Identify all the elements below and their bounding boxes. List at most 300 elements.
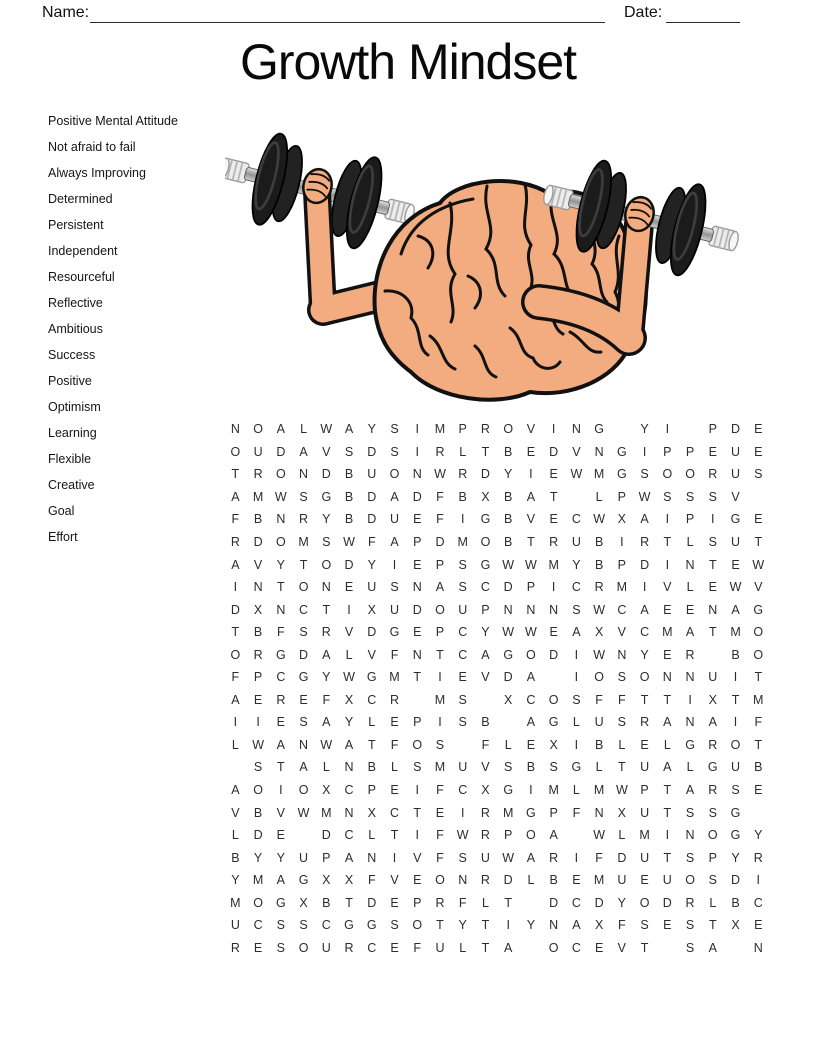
- grid-cell: D: [367, 895, 377, 910]
- grid-cell: U: [731, 760, 741, 775]
- grid-cell: S: [685, 918, 695, 933]
- grid-cell: A: [640, 602, 649, 617]
- grid-cell: U: [571, 535, 581, 549]
- grid-cell: M: [730, 625, 741, 640]
- grid-cell: G: [685, 737, 695, 752]
- word-list-item: Learning: [48, 426, 97, 440]
- grid-cell: P: [435, 557, 445, 572]
- grid-cell: I: [733, 715, 738, 730]
- grid-cell: T: [504, 895, 512, 910]
- grid-cell: N: [594, 805, 604, 820]
- grid-cell: M: [252, 489, 264, 504]
- grid-cell: E: [253, 692, 263, 707]
- grid-cell: B: [594, 737, 604, 752]
- grid-cell: I: [233, 580, 238, 595]
- grid-cell: L: [231, 828, 239, 843]
- grid-cell: B: [367, 760, 376, 775]
- grid-cell: S: [458, 850, 467, 865]
- grid-cell: E: [549, 467, 558, 482]
- grid-cell: S: [572, 602, 581, 617]
- grid-cell: U: [662, 873, 672, 888]
- grid-cell: A: [640, 512, 649, 527]
- grid-cell: S: [390, 918, 399, 933]
- grid-cell: R: [640, 715, 650, 730]
- grid-cell: S: [708, 489, 717, 504]
- date-label: Date:: [624, 4, 663, 21]
- grid-cell: I: [460, 512, 465, 527]
- grid-cell: W: [615, 783, 628, 798]
- grid-cell: P: [413, 895, 422, 910]
- grid-cell: I: [620, 535, 624, 549]
- grid-cell: N: [276, 602, 286, 617]
- grid-cell: Y: [322, 512, 331, 527]
- grid-cell: S: [299, 715, 308, 730]
- grid-cell: B: [481, 715, 490, 730]
- word-list-item: Ambitious: [48, 322, 103, 336]
- grid-cell: U: [458, 760, 468, 775]
- grid-cell: Y: [754, 828, 763, 843]
- grid-cell: O: [412, 737, 423, 752]
- grid-cell: L: [572, 715, 580, 730]
- grid-cell: C: [571, 512, 581, 527]
- grid-cell: O: [389, 467, 400, 482]
- grid-cell: U: [731, 535, 741, 549]
- word-list-item: Positive Mental Attitude: [48, 114, 178, 128]
- grid-cell: E: [390, 895, 399, 910]
- grid-cell: T: [231, 467, 240, 482]
- word-list-item: Success: [48, 348, 96, 362]
- word-list-item: Optimism: [48, 400, 101, 414]
- grid-cell: E: [754, 422, 763, 437]
- grid-cell: X: [708, 692, 717, 707]
- grid-cell: X: [594, 918, 604, 933]
- grid-cell: Y: [253, 850, 263, 865]
- grid-cell: T: [708, 918, 717, 933]
- grid-cell: E: [640, 873, 649, 888]
- grid-cell: A: [276, 737, 285, 752]
- grid-cell: U: [435, 940, 445, 955]
- grid-cell: X: [367, 805, 376, 820]
- grid-cell: C: [389, 805, 400, 820]
- grid-cell: S: [458, 580, 467, 595]
- grid-cell: W: [320, 422, 333, 437]
- grid-cell: V: [322, 444, 331, 459]
- grid-cell: V: [731, 489, 740, 504]
- grid-cell: M: [616, 580, 628, 595]
- word-list-item: Effort: [48, 530, 78, 544]
- grid-cell: W: [502, 850, 515, 865]
- grid-cell: G: [321, 489, 332, 504]
- grid-cell: B: [253, 625, 263, 640]
- grid-cell: U: [594, 715, 604, 730]
- grid-cell: N: [594, 444, 604, 459]
- grid-cell: E: [731, 557, 740, 572]
- grid-cell: F: [231, 670, 240, 685]
- grid-cell: M: [502, 805, 514, 820]
- grid-row: [224, 824, 770, 847]
- grid-cell: M: [639, 828, 650, 843]
- grid-cell: X: [731, 918, 740, 933]
- grid-cell: A: [572, 625, 581, 640]
- grid-cell: U: [367, 580, 377, 595]
- grid-cell: W: [252, 737, 264, 752]
- grid-cell: G: [594, 422, 604, 437]
- grid-cell: T: [663, 805, 672, 820]
- grid-row: [224, 891, 770, 914]
- grid-cell: G: [503, 647, 514, 662]
- grid-cell: S: [640, 918, 649, 933]
- grid-cell: R: [253, 467, 263, 482]
- grid-cell: L: [663, 737, 671, 752]
- grid-cell: D: [276, 444, 286, 459]
- grid-cell: S: [299, 489, 308, 504]
- grid-cell: P: [458, 422, 467, 437]
- grid-cell: M: [252, 873, 264, 888]
- grid-cell: R: [230, 940, 240, 955]
- grid-cell: F: [481, 737, 490, 752]
- grid-cell: D: [662, 895, 672, 910]
- grid-cell: G: [275, 895, 286, 910]
- grid-cell: O: [253, 422, 263, 437]
- grid-cell: W: [570, 467, 583, 482]
- grid-cell: A: [526, 850, 536, 865]
- grid-cell: E: [663, 918, 672, 933]
- grid-cell: T: [708, 557, 717, 572]
- grid-cell: O: [548, 940, 559, 955]
- grid-cell: A: [526, 670, 536, 685]
- date-fill-in-line[interactable]: [666, 2, 740, 23]
- grid-cell: U: [731, 444, 741, 459]
- grid-cell: E: [276, 715, 285, 730]
- grid-cell: T: [367, 737, 376, 752]
- grid-cell: X: [504, 692, 513, 707]
- grid-cell: R: [435, 895, 445, 910]
- grid-row: [224, 756, 770, 779]
- grid-cell: D: [367, 625, 377, 640]
- grid-cell: O: [275, 535, 286, 549]
- grid-cell: I: [574, 850, 579, 865]
- grid-cell: F: [436, 828, 444, 843]
- word-list: [48, 108, 228, 550]
- grid-cell: P: [413, 535, 422, 549]
- grid-cell: Y: [367, 422, 376, 437]
- grid-cell: R: [480, 873, 490, 888]
- grid-cell: B: [504, 535, 513, 549]
- grid-cell: V: [390, 873, 399, 888]
- grid-cell: I: [688, 692, 692, 707]
- grid-cell: C: [253, 918, 263, 933]
- grid-cell: L: [231, 737, 239, 752]
- grid-cell: B: [253, 512, 263, 527]
- grid-cell: O: [707, 828, 718, 843]
- grid-cell: S: [299, 625, 308, 640]
- grid-cell: M: [593, 873, 605, 888]
- grid-cell: T: [731, 692, 740, 707]
- grid-cell: U: [731, 467, 741, 482]
- grid-cell: A: [276, 422, 285, 437]
- grid-cell: T: [663, 850, 672, 865]
- grid-cell: G: [480, 557, 491, 572]
- grid-cell: P: [504, 828, 513, 843]
- grid-cell: C: [571, 895, 581, 910]
- grid-cell: B: [344, 512, 354, 527]
- grid-cell: S: [572, 692, 581, 707]
- word-list-item: Determined: [48, 192, 113, 206]
- grid-cell: A: [276, 873, 285, 888]
- grid-cell: X: [299, 895, 308, 910]
- grid-cell: G: [548, 715, 559, 730]
- grid-cell: T: [640, 692, 649, 707]
- grid-cell: L: [300, 422, 308, 437]
- grid-cell: V: [481, 760, 490, 775]
- grid-cell: S: [708, 873, 717, 888]
- grid-cell: N: [685, 670, 695, 685]
- grid-cell: Y: [640, 647, 649, 662]
- grid-cell: P: [253, 670, 263, 685]
- grid-cell: E: [526, 737, 536, 752]
- grid-cell: X: [253, 602, 263, 617]
- grid-cell: I: [733, 670, 738, 685]
- word-list-item: Creative: [48, 478, 95, 492]
- grid-cell: I: [256, 715, 260, 730]
- grid-cell: I: [642, 444, 647, 459]
- grid-cell: A: [526, 715, 536, 730]
- grid-row: [224, 666, 770, 689]
- grid-cell: N: [253, 580, 263, 595]
- grid-cell: P: [435, 625, 445, 640]
- grid-cell: U: [367, 467, 377, 482]
- grid-cell: V: [231, 805, 240, 820]
- grid-cell: D: [549, 895, 559, 910]
- grid-cell: P: [685, 444, 695, 459]
- grid-cell: E: [458, 670, 467, 685]
- grid-cell: E: [276, 828, 285, 843]
- grid-cell: E: [390, 715, 399, 730]
- grid-cell: G: [730, 828, 741, 843]
- grid-cell: F: [322, 692, 331, 707]
- grid-cell: L: [595, 760, 603, 775]
- grid-row: [224, 621, 770, 644]
- grid-cell: R: [344, 940, 354, 955]
- grid-cell: V: [367, 647, 376, 662]
- grid-cell: G: [480, 512, 491, 527]
- grid-cell: G: [366, 918, 377, 933]
- grid-cell: L: [572, 783, 580, 798]
- grid-cell: N: [367, 850, 377, 865]
- grid-row: [224, 801, 770, 824]
- grid-cell: B: [594, 557, 604, 572]
- grid-cell: S: [708, 535, 717, 549]
- grid-cell: G: [730, 805, 741, 820]
- grid-cell: I: [529, 783, 533, 798]
- grid-cell: R: [253, 647, 263, 662]
- grid-cell: B: [322, 895, 331, 910]
- grid-cell: D: [731, 422, 741, 437]
- grid-cell: F: [231, 512, 240, 527]
- grid-cell: F: [618, 918, 626, 933]
- grid-cell: D: [617, 850, 627, 865]
- grid-cell: A: [299, 444, 308, 459]
- grid-cell: T: [754, 535, 763, 549]
- grid-cell: O: [253, 783, 263, 798]
- grid-row: [224, 576, 770, 599]
- grid-cell: L: [686, 580, 694, 595]
- grid-cell: E: [594, 940, 604, 955]
- grid-cell: Y: [504, 467, 513, 482]
- grid-cell: V: [276, 805, 285, 820]
- grid-row: [224, 734, 770, 757]
- grid-cell: D: [344, 557, 354, 572]
- grid-cell: B: [754, 760, 763, 775]
- grid-cell: P: [617, 489, 627, 504]
- grid-cell: I: [529, 467, 533, 482]
- grid-row: [224, 846, 770, 869]
- grid-cell: D: [253, 535, 263, 549]
- grid-cell: O: [230, 444, 241, 459]
- grid-cell: E: [413, 557, 422, 572]
- grid-cell: G: [344, 918, 354, 933]
- grid-cell: V: [754, 580, 763, 595]
- grid-cell: X: [481, 489, 490, 504]
- grid-cell: S: [390, 580, 399, 595]
- grid-cell: A: [731, 602, 740, 617]
- grid-cell: W: [502, 625, 515, 640]
- grid-cell: I: [551, 580, 556, 595]
- grid-row: [224, 486, 770, 509]
- brain-dumbbell-illustration: [225, 106, 770, 411]
- grid-cell: W: [320, 737, 333, 752]
- grid-cell: D: [503, 670, 513, 685]
- word-list-item: Flexible: [48, 452, 92, 466]
- grid-cell: E: [413, 625, 422, 640]
- grid-cell: W: [729, 580, 742, 595]
- grid-cell: I: [574, 737, 579, 752]
- grid-cell: Y: [458, 918, 467, 933]
- grid-cell: A: [344, 422, 354, 437]
- grid-cell: B: [731, 647, 740, 662]
- grid-cell: P: [413, 715, 422, 730]
- grid-cell: D: [435, 535, 445, 549]
- grid-cell: O: [253, 895, 263, 910]
- grid-cell: N: [571, 422, 581, 437]
- grid-cell: A: [663, 760, 672, 775]
- grid-cell: I: [574, 670, 579, 685]
- grid-cell: F: [390, 737, 399, 752]
- grid-cell: E: [754, 918, 763, 933]
- grid-cell: O: [298, 580, 309, 595]
- grid-cell: L: [459, 940, 467, 955]
- grid-cell: C: [571, 580, 581, 595]
- grid-cell: V: [526, 512, 536, 527]
- grid-cell: U: [640, 805, 650, 820]
- grid-cell: W: [593, 828, 606, 843]
- grid-cell: V: [481, 670, 490, 685]
- grid-cell: R: [708, 783, 718, 798]
- grid-cell: Y: [276, 557, 285, 572]
- grid-cell: S: [754, 467, 763, 482]
- grid-cell: O: [730, 737, 741, 752]
- grid-cell: U: [253, 444, 263, 459]
- grid-cell: D: [549, 647, 559, 662]
- grid-cell: A: [299, 760, 308, 775]
- grid-cell: B: [594, 535, 604, 549]
- grid-cell: T: [754, 670, 763, 685]
- grid-cell: B: [504, 512, 513, 527]
- grid-cell: X: [617, 512, 627, 527]
- grid-cell: W: [297, 805, 310, 820]
- grid-cell: U: [389, 602, 400, 617]
- grid-cell: C: [640, 625, 650, 640]
- grid-cell: I: [506, 918, 510, 933]
- grid-cell: A: [685, 783, 695, 798]
- grid-cell: A: [344, 737, 354, 752]
- grid-cell: T: [754, 737, 763, 752]
- grid-cell: W: [456, 828, 469, 843]
- grid-cell: N: [685, 715, 695, 730]
- grid-cell: G: [571, 760, 582, 775]
- grid-row: [224, 689, 770, 712]
- grid-cell: X: [617, 805, 627, 820]
- grid-cell: N: [412, 647, 422, 662]
- grid-cell: R: [389, 692, 400, 707]
- grid-cell: P: [708, 422, 717, 437]
- grid-cell: W: [525, 557, 537, 572]
- grid-cell: Y: [231, 873, 240, 888]
- grid-cell: Y: [276, 850, 285, 865]
- grid-cell: O: [526, 828, 536, 843]
- grid-cell: I: [665, 512, 670, 527]
- grid-cell: D: [321, 828, 331, 843]
- grid-cell: C: [367, 692, 377, 707]
- grid-cell: D: [230, 602, 240, 617]
- grid-cell: D: [367, 512, 377, 527]
- grid-cell: I: [438, 670, 442, 685]
- name-fill-in-line[interactable]: [90, 2, 605, 23]
- grid-cell: O: [685, 467, 695, 482]
- grid-cell: M: [434, 760, 446, 775]
- grid-cell: C: [458, 625, 468, 640]
- grid-cell: B: [458, 489, 467, 504]
- grid-cell: W: [593, 602, 606, 617]
- grid-cell: D: [640, 557, 650, 572]
- grid-cell: R: [230, 535, 240, 549]
- grid-cell: O: [753, 647, 764, 662]
- grid-cell: D: [480, 467, 490, 482]
- word-list-item: Always Improving: [48, 166, 146, 180]
- grid-cell: W: [525, 625, 537, 640]
- grid-cell: N: [321, 580, 331, 595]
- grid-cell: F: [436, 783, 444, 798]
- grid-cell: L: [368, 828, 376, 843]
- grid-cell: U: [708, 670, 718, 685]
- grid-cell: O: [662, 467, 673, 482]
- grid-cell: G: [389, 625, 400, 640]
- grid-row: [224, 869, 770, 892]
- grid-cell: P: [708, 850, 717, 865]
- grid-cell: G: [616, 444, 627, 459]
- grid-cell: E: [390, 940, 399, 955]
- word-list-item: Reflective: [48, 296, 103, 310]
- grid-cell: F: [277, 625, 285, 640]
- grid-cell: Y: [731, 850, 740, 865]
- grid-cell: L: [709, 895, 717, 910]
- grid-cell: O: [275, 467, 286, 482]
- grid-cell: T: [436, 918, 444, 933]
- grid-cell: O: [230, 647, 241, 662]
- grid-cell: M: [434, 422, 446, 437]
- grid-cell: W: [638, 489, 651, 504]
- name-label: Name:: [42, 4, 90, 21]
